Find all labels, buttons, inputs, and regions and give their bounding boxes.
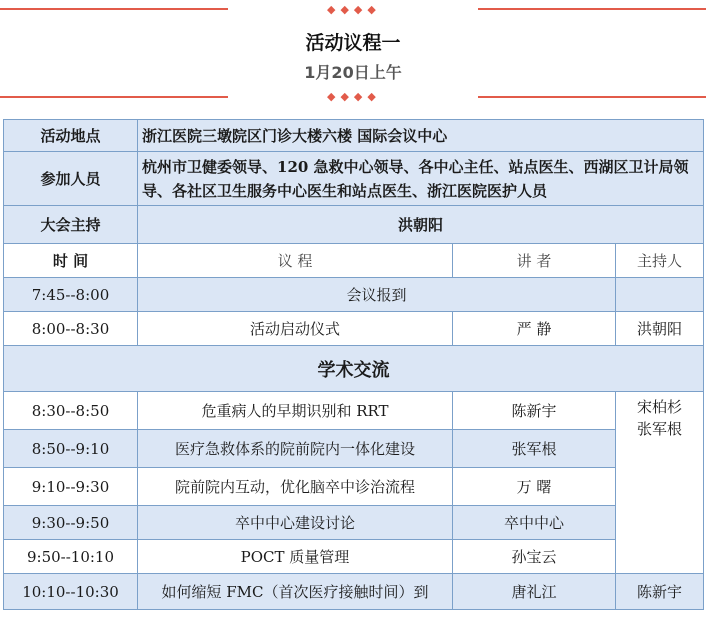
attendees-value: 杭州市卫健委领导、120 急救中心领导、各中心主任、站点医生、西湖区卫计局领导、各社区卫生服务中心医生和站点医生、浙江医院医护人员 [138, 152, 704, 206]
agenda-row [4, 392, 704, 430]
header-host: 主持人 [616, 244, 704, 278]
agenda-row [4, 278, 704, 312]
row-time: 7:45--8:00 [4, 278, 138, 312]
row-agenda: 危重病人的早期识别和 RRT [138, 392, 453, 430]
academic-host-cell [616, 392, 704, 574]
section-row [4, 346, 704, 392]
chair-label: 大会主持 [4, 206, 138, 244]
agenda-row [4, 506, 704, 540]
row-host: 洪朝阳 [616, 312, 704, 346]
row-speaker: 张军根 [453, 430, 616, 468]
location-row [4, 120, 704, 152]
row-time: 8:50--9:10 [4, 430, 138, 468]
attendees-label: 参加人员 [4, 152, 138, 206]
chair-value: 洪朝阳 [138, 206, 704, 244]
row-speaker: 万 曙 [453, 468, 616, 506]
row-host [616, 278, 704, 312]
academic-host-2: 张军根 [637, 420, 683, 438]
row-agenda: POCT 质量管理 [138, 540, 453, 574]
header-time: 时 间 [4, 244, 138, 278]
page-date: 1月20日上午 [304, 63, 402, 82]
header-line-left-bottom [0, 96, 228, 98]
row-speaker: 唐礼江 [453, 574, 616, 610]
agenda-row [4, 312, 704, 346]
attendees-row [4, 152, 704, 206]
row-agenda: 卒中中心建设讨论 [138, 506, 453, 540]
page-title: 活动议程一 [305, 32, 401, 54]
row-agenda: 会议报到 [138, 278, 616, 312]
row-speaker: 孙宝云 [453, 540, 616, 574]
section-title: 学术交流 [4, 346, 704, 392]
agenda-row [4, 540, 704, 574]
row-speaker: 陈新宇 [453, 392, 616, 430]
header-line-left-top [0, 8, 228, 10]
row-agenda: 院前院内互动，优化脑卒中诊治流程 [138, 468, 453, 506]
header-line-right-top [478, 8, 706, 10]
row-agenda: 活动启动仪式 [138, 312, 453, 346]
agenda-row [4, 574, 704, 610]
row-host: 陈新宇 [616, 574, 704, 610]
row-speaker: 卒中中心 [453, 506, 616, 540]
row-time: 9:10--9:30 [4, 468, 138, 506]
row-time: 9:50--10:10 [4, 540, 138, 574]
agenda-row [4, 430, 704, 468]
row-time: 9:30--9:50 [4, 506, 138, 540]
location-label: 活动地点 [4, 120, 138, 152]
row-agenda: 医疗急救体系的院前院内一体化建设 [138, 430, 453, 468]
header-speaker: 讲 者 [453, 244, 616, 278]
chair-row [4, 206, 704, 244]
header-agenda: 议 程 [138, 244, 453, 278]
row-time: 10:10--10:30 [4, 574, 138, 610]
header-line-right-bottom [478, 96, 706, 98]
row-agenda: 如何缩短 FMC（首次医疗接触时间）到 [138, 574, 453, 610]
header-dots-bottom: ◆◆◆◆ [327, 90, 381, 103]
academic-host-1: 宋柏杉 [637, 398, 683, 416]
agenda-row [4, 468, 704, 506]
row-time: 8:30--8:50 [4, 392, 138, 430]
agenda-table [3, 119, 704, 610]
row-time: 8:00--8:30 [4, 312, 138, 346]
column-header-row [4, 244, 704, 278]
location-value: 浙江医院三墩院区门诊大楼六楼 国际会议中心 [138, 120, 704, 152]
header-dots-top: ◆◆◆◆ [327, 3, 381, 16]
row-speaker: 严 静 [453, 312, 616, 346]
